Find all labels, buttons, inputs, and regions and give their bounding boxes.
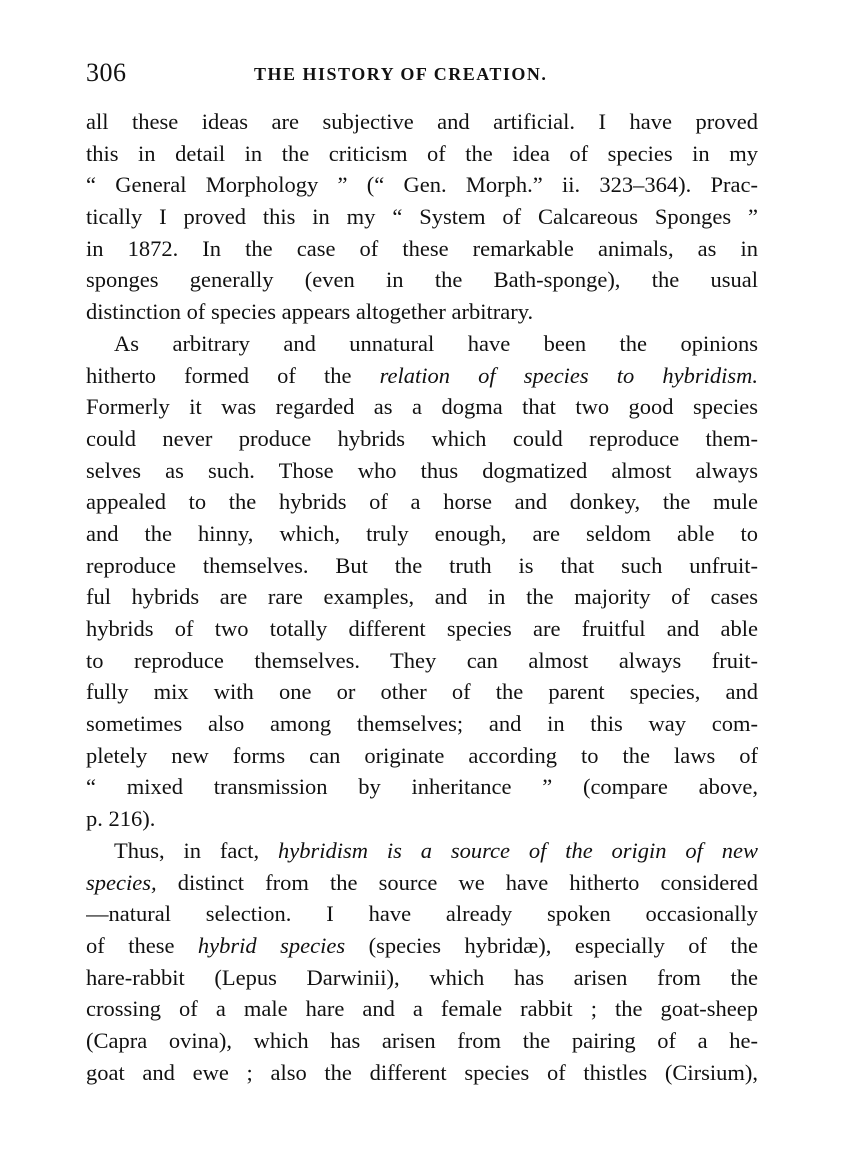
text-line: hitherto formed of the relation of species to hybridism.: [86, 362, 758, 388]
page-number: 306: [86, 58, 127, 87]
text-line: sponges generally (even in the Bath-sponge), the usual: [86, 267, 758, 293]
text-line: all these ideas are subjective and artificial. I have proved: [86, 109, 758, 134]
running-title: THE HISTORY OF CREATION.: [254, 64, 548, 84]
text-line: could never produce hybrids which could reproduce them-: [86, 425, 758, 451]
text-line: and the hinny, which, truly enough, are seldom able to: [86, 520, 758, 546]
text-line: hybrids of two totally different species are fruitful and able: [86, 616, 758, 641]
text-line: of these hybrid species (species hybridæ), especially of the: [86, 932, 758, 958]
text-line: “ mixed transmission by inheritance ” (compare above,: [86, 774, 758, 800]
text-line: pletely new forms can originate according to the laws of: [86, 742, 758, 768]
text-line: Formerly it was regarded as a dogma that two good species: [86, 394, 758, 420]
text-line: tically I proved this in my “ System of Calcareous Sponges ”: [86, 204, 758, 230]
text-line: ful hybrids are rare examples, and in the majority of cases: [86, 584, 758, 610]
text-line: selves as such. Those who thus dogmatized almost always: [86, 457, 758, 483]
text-line: fully mix with one or other of the parent species, and: [86, 679, 758, 705]
text-line: As arbitrary and unnatural have been the opinions: [114, 330, 758, 356]
text-line: goat and ewe ; also the different species of thistles (Cirsium),: [86, 1059, 758, 1085]
text-line: reproduce themselves. But the truth is that such unfruit-: [86, 552, 758, 578]
text-line: appealed to the hybrids of a horse and donkey, the mule: [86, 489, 758, 515]
text-line: Thus, in fact, hybridism is a source of the origin of new: [114, 837, 758, 863]
text-line: species, distinct from the source we have hitherto considered: [86, 869, 758, 895]
body-text: [86, 106, 758, 1088]
text-line: sometimes also among themselves; and in this way com-: [86, 711, 758, 737]
text-line: (Capra ovina), which has arisen from the pairing of a he-: [86, 1027, 758, 1053]
text-line: crossing of a male hare and a female rabbit ; the goat-sheep: [86, 996, 758, 1022]
text-line: this in detail in the criticism of the idea of species in my: [86, 140, 758, 166]
text-line: p. 216).: [86, 806, 156, 832]
text-line: distinction of species appears altogether arbitrary.: [86, 299, 534, 325]
text-line: “ General Morphology ” (“ Gen. Morph.” ii. 323–364). Prac-: [86, 172, 758, 198]
text-line: hare-rabbit (Lepus Darwinii), which has arisen from the: [86, 964, 758, 990]
text-line: —natural selection. I have already spoken occasionally: [86, 901, 758, 927]
text-line: to reproduce themselves. They can almost always fruit-: [86, 647, 758, 673]
text-line: in 1872. In the case of these remarkable animals, as in: [86, 235, 758, 261]
running-head: [86, 58, 758, 92]
